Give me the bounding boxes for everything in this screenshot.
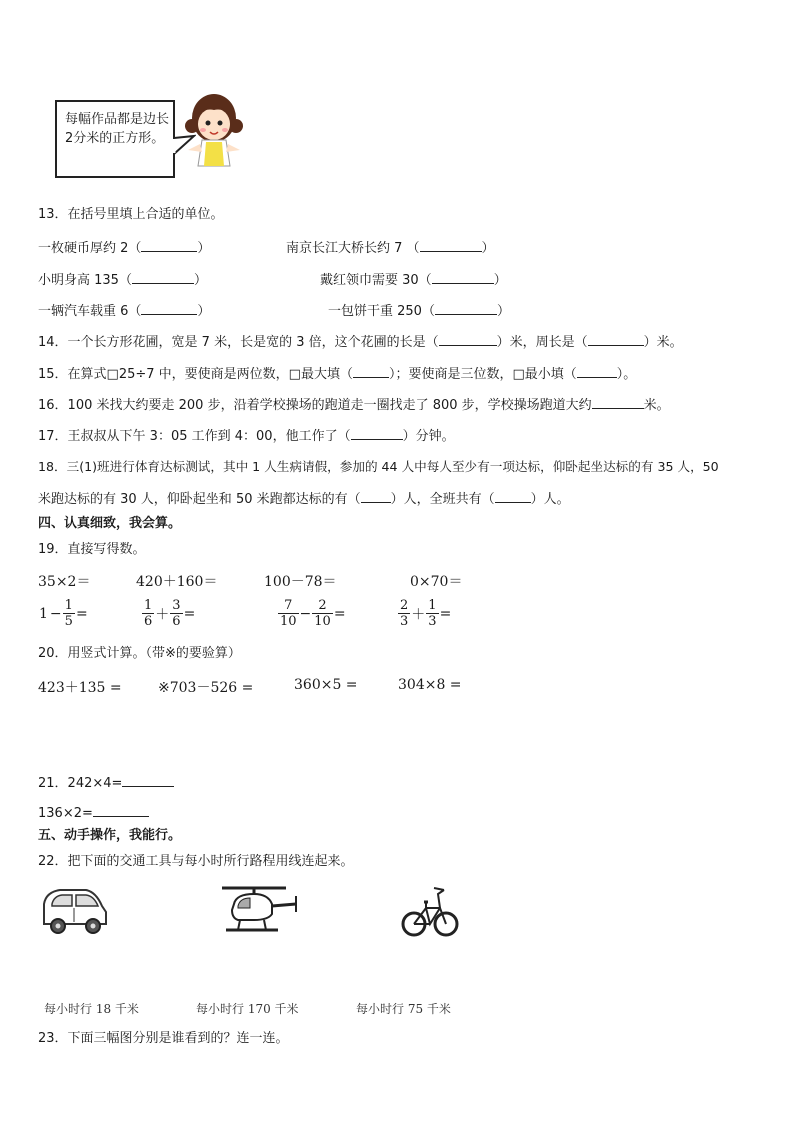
q19-fraction-4: $\frac{2}{3}$ ＋ $\frac{1}{3}$ = — [400, 598, 452, 629]
q20-expr-2: ※703－526 = — [158, 680, 254, 696]
q20-expr-1: 423＋135 = — [38, 680, 122, 696]
q21-line1: 21．242×4= — [38, 773, 174, 793]
q19-expr-3: 100－78＝ — [264, 574, 337, 590]
q13-title: 13．在括号里填上合适的单位。 — [38, 207, 224, 222]
q18-line1: 18．三(1)班进行体育达标测试，其中 1 人生病请假，参加的 44 人中每人至少有一项达标，仰卧起坐达标的有 35 人，50 — [38, 459, 719, 474]
q13-item-4: 戴红领巾需要 30（ ） — [320, 270, 507, 290]
q20-expr-4: 304×8 = — [398, 677, 462, 693]
speech-bubble — [55, 100, 175, 178]
section-4-title: 四、认真细致，我会算。 — [38, 516, 182, 531]
helicopter-icon — [216, 880, 302, 940]
q13-item-5: 一辆汽车载重 6（ ） — [38, 301, 210, 321]
section-5-title: 五、动手操作，我能行。 — [38, 828, 182, 843]
q18-line2: 米跑达标的有 30 人，仰卧起坐和 50 米跑都达标的有（ ）人，全班共有（ ）人。 — [38, 489, 570, 509]
q19-expr-1: 35×2＝ — [38, 574, 91, 590]
speed-label-170: 每小时行 170 千米 — [196, 1002, 299, 1016]
speed-label-75: 每小时行 75 千米 — [356, 1002, 451, 1016]
q15: 15．在算式□25÷7 中，要使商是两位数，□最大填（ ）；要使商是三位数，□最小填（ ）。 — [38, 364, 636, 384]
q17: 17．王叔叔从下午 3：05 工作到 4：00，他工作了（ ）分钟。 — [38, 426, 455, 446]
q19-fraction-1: 1 − $\frac{1}{5}$ = — [39, 598, 88, 629]
q20-expr-3: 360×5 = — [294, 677, 358, 693]
q13-item-2: 南京长江大桥长约 7 （ ） — [286, 238, 495, 258]
q22-title: 22．把下面的交通工具与每小时所行路程用线连起来。 — [38, 854, 354, 869]
q13-item-6: 一包饼干重 250（ ） — [328, 301, 510, 321]
bicycle-icon — [400, 880, 460, 942]
q14: 14．一个长方形花圃，宽是 7 米，长是宽的 3 倍，这个花圃的长是（ ）米，周长是（ ）米。 — [38, 332, 683, 352]
q19-fraction-2: $\frac{1}{6}$ ＋ $\frac{3}{6}$ = — [144, 598, 196, 629]
q19-expr-4: 0×70＝ — [410, 574, 463, 590]
q20-title: 20．用竖式计算。（带※的要验算） — [38, 646, 241, 661]
car-icon — [38, 886, 110, 938]
q19-title: 19．直接写得数。 — [38, 542, 146, 557]
q13-item-3: 小明身高 135（ ） — [38, 270, 207, 290]
speed-label-18: 每小时行 18 千米 — [44, 1002, 139, 1016]
q19-fraction-3: $\frac{7}{10}$ − $\frac{2}{10}$ = — [280, 598, 346, 629]
q21-line2: 136×2= — [38, 803, 149, 823]
girl-illustration — [178, 90, 250, 168]
speech-bubble-text: 每幅作品都是边长2分米的正方形。 — [65, 112, 170, 146]
q16: 16．100 米找大约要走 200 步，沿着学校操场的跑道走一圈找走了 800 步，学校操场跑道大约 米。 — [38, 395, 670, 415]
q23-title: 23．下面三幅图分别是谁看到的？连一连。 — [38, 1031, 289, 1046]
q19-expr-2: 420＋160＝ — [136, 574, 218, 590]
q13-item-1: 一枚硬币厚约 2（ ） — [38, 238, 210, 258]
